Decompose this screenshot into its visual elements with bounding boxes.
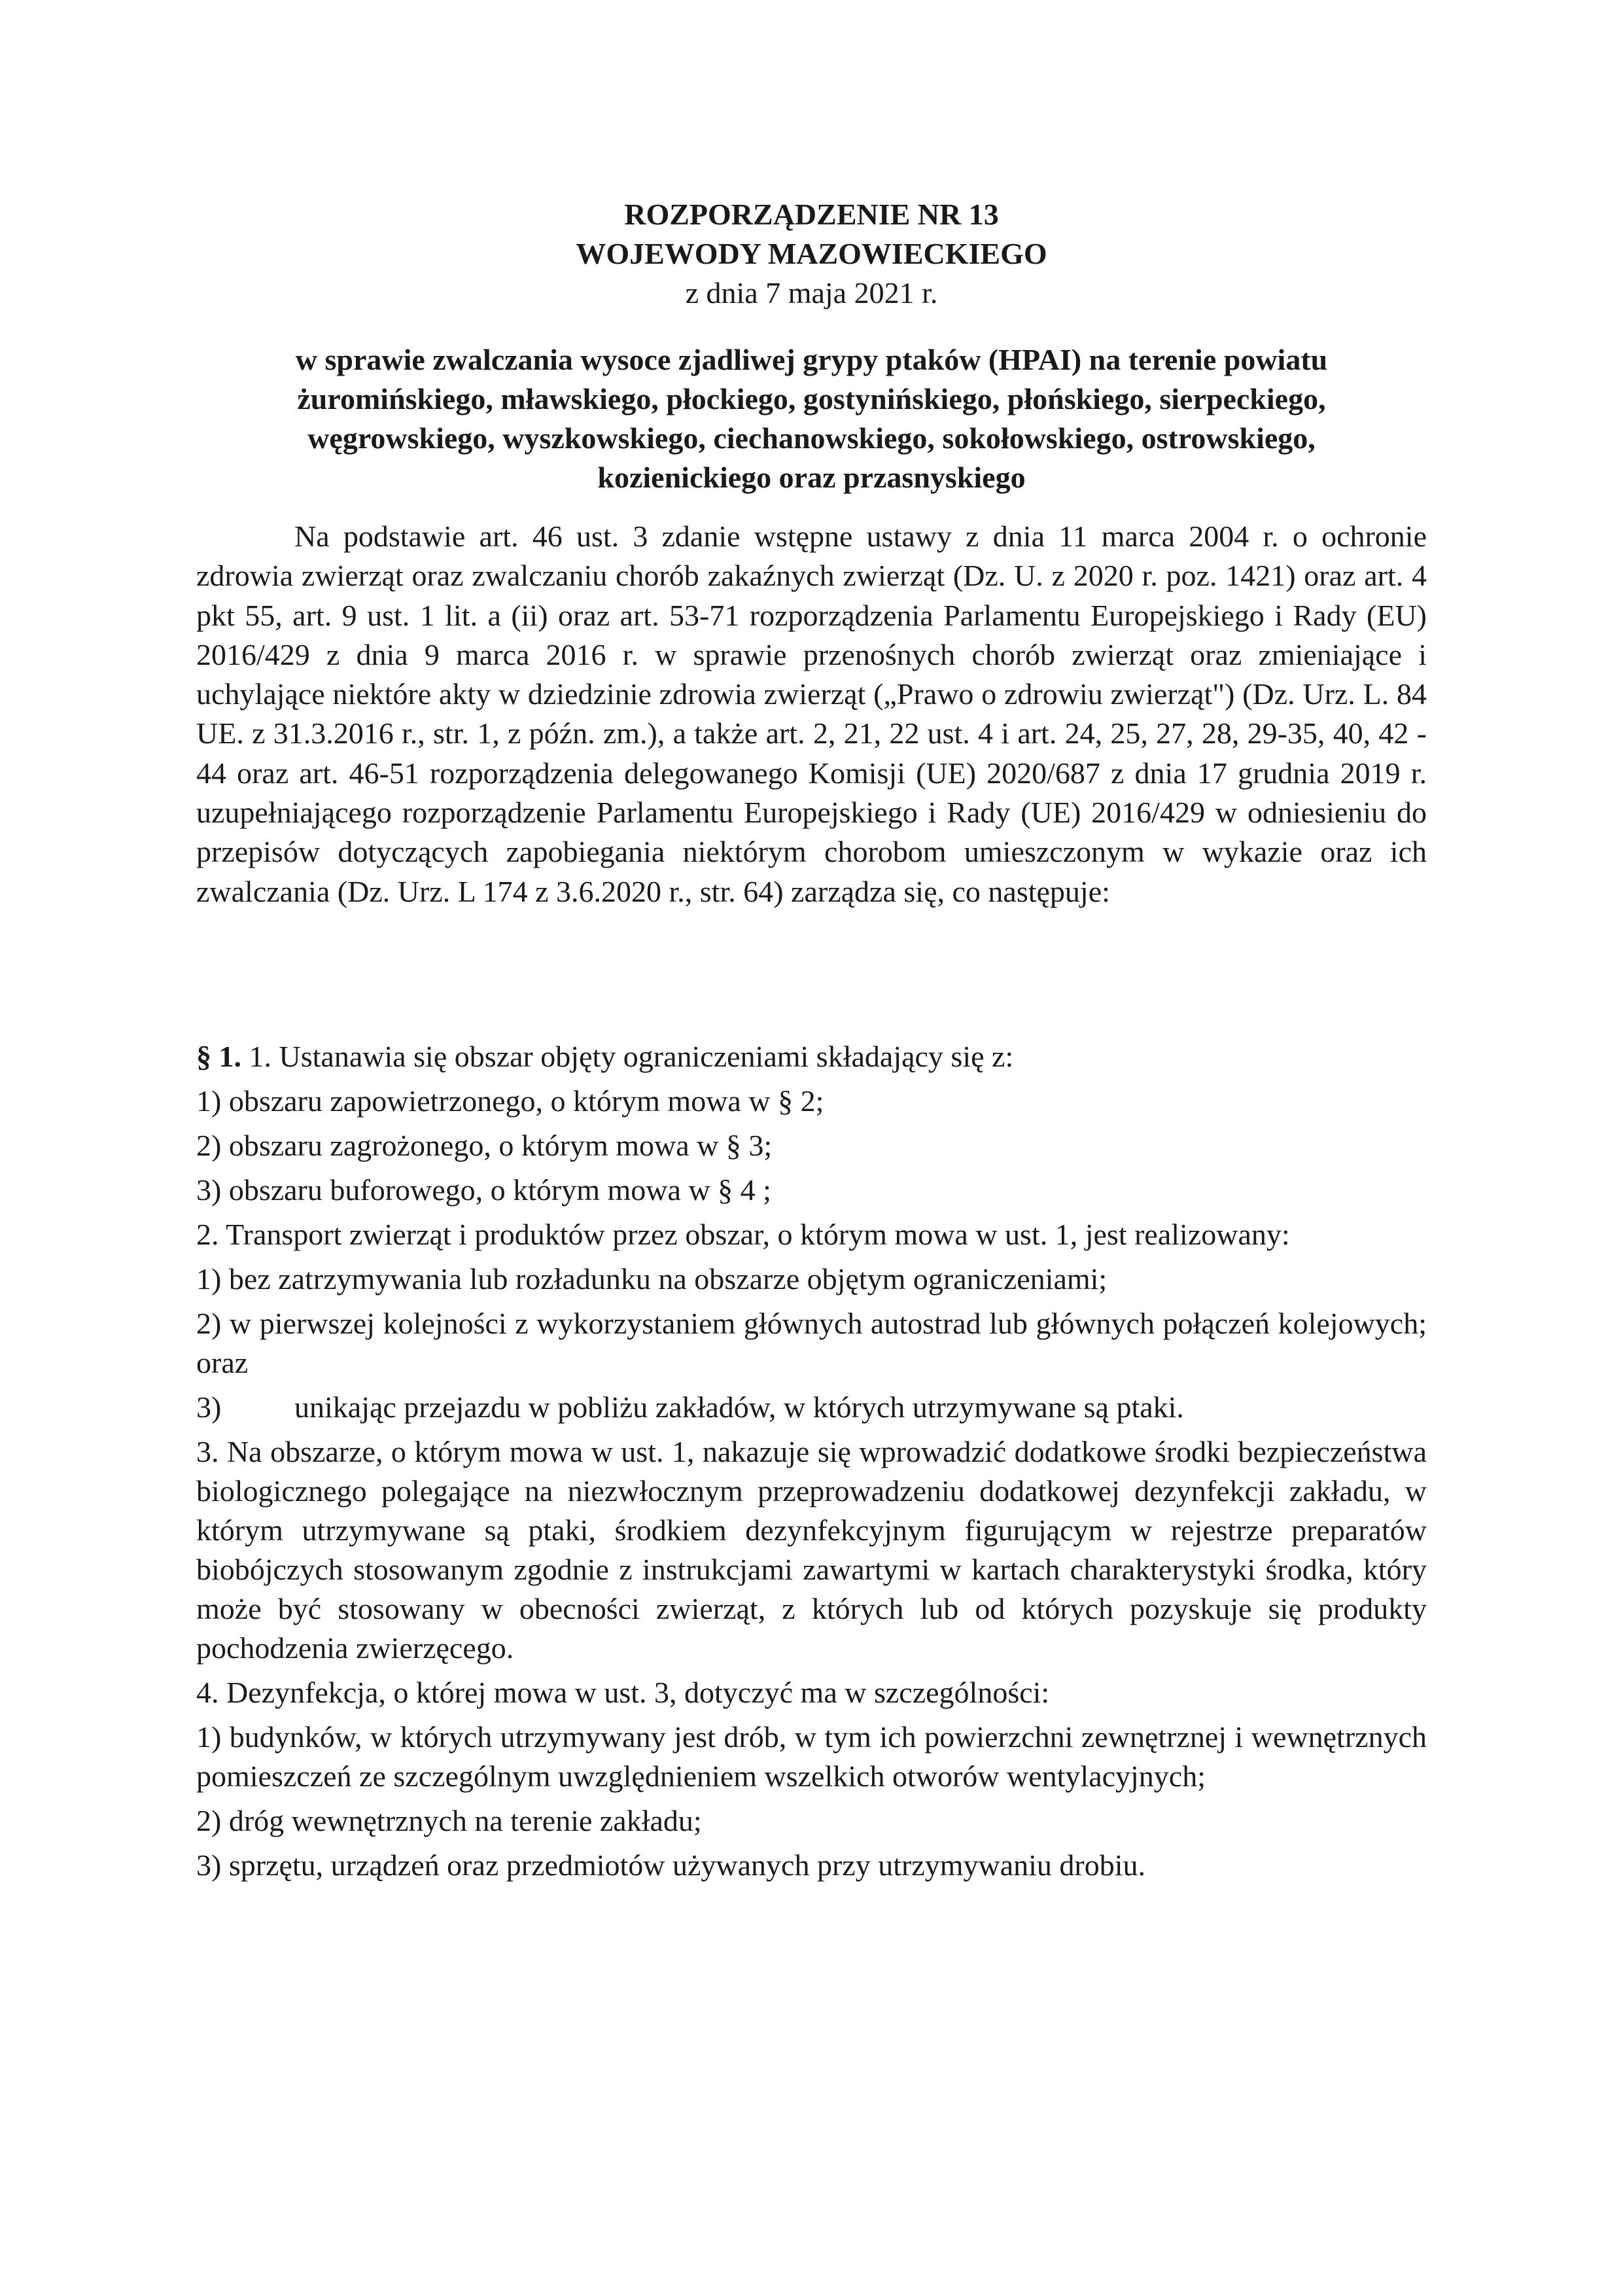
section-1-paragraph-2: 2. Transport zwierząt i produktów przez obszar, o którym mowa w ust. 1, jest realizowany: [196,1218,1290,1251]
list-item: 3) obszaru buforowego, o którym mowa w § 4 ; [196,1173,771,1207]
subject-line: kozienickiego oraz przasnyskiego [597,461,1026,494]
paragraph-text: 1. Ustanawia się obszar objęty ograniczeniami składający się z: [241,1040,1014,1073]
list-item: 3) sprzętu, urządzeń oraz przedmiotów używanych przy utrzymywaniu drobiu. [196,1848,1146,1882]
subject-line: w sprawie zwalczania wysoce zjadliwej grypy ptaków (HPAI) na terenie powiatu [295,343,1328,376]
document-subject [222,340,1401,497]
section-1-paragraph-1 [196,1037,1427,1076]
section-1-paragraph-4: 4. Dezynfekcja, o której mowa w ust. 3, dotyczyć ma w szczególności: [196,1676,1050,1709]
list-item: 1) bez zatrzymywania lub rozładunku na obszarze objętym ograniczeniami; [196,1262,1108,1296]
document-title: ROZPORZĄDZENIE NR 13 [624,198,999,231]
subject-line: węgrowskiego, wyszkowskiego, ciechanowskiego, sokołowskiego, ostrowskiego, [307,421,1316,455]
list-item: 1) budynków, w których utrzymywany jest drób, w tym ich powierzchni zewnętrznej i wewnętrznych pomieszczeń ze szczególnym uwzględnieniem wszelkich otworów wentylacyjnych; [196,1720,1427,1793]
preamble-paragraph: Na podstawie art. 46 ust. 3 zdanie wstępne ustawy z dnia 11 marca 2004 r. o ochronie zdrowia zwierząt oraz zwalczaniu chorób zakaźnych zwierząt (Dz. U. z 2020 r. poz. 1421) oraz art. 4 pkt 55, art. 9 ust. 1 lit. a (ii) oraz art. 53-71 rozporządzenia Parlamentu Europejskiego i Rady (EU) 2016/429 z dnia 9 marca 2016 r. w sprawie przenośnych chorób zwierząt oraz zmieniające i uchylające niektóre akty w dziedzinie zdrowia zwierząt („Prawo o zdrowiu zwierząt") (Dz. Urz. L. 84 UE. z 31.3.2016 r., str. 1, z późn. zm.), a także art. 2, 21, 22 ust. 4 i art. 24, 25, 27, 28, 29-35, 40, 42 - 44 oraz art. 46-51 rozporządzenia delegowanego Komisji (UE) 2020/687 z dnia 17 grudnia 2019 r. uzupełniającego rozporządzenie Parlamentu Europejskiego i Rady (UE) 2016/429 w odniesieniu do przepisów dotyczących zapobiegania niektórym chorobom umieszczonym w wykazie oraz ich zwalczania (Dz. Urz. L 174 z 3.6.2020 r., str. 64) zarządza się, co następuje: [196,520,1427,908]
list-item: 2) dróg wewnętrznych na terenie zakładu; [196,1804,702,1837]
preamble-block [196,517,1427,911]
section-1 [196,1037,1427,1890]
subject-line: żuromińskiego, mławskiego, płockiego, gostynińskiego, płońskiego, sierpeckiego, [297,382,1326,415]
document-issuer: WOJEWODY MAZOWIECKIEGO [576,237,1047,270]
document-header [196,195,1427,313]
section-1-paragraph-3: 3. Na obszarze, o którym mowa w ust. 1, nakazuje się wprowadzić dodatkowe środki bezpieczeństwa biologicznego polegające na niezwłocznym przeprowadzeniu dodatkowej dezynfekcji zakładu, w którym utrzymywane są ptaki, środkiem dezynfekcyjnym figurującym w rejestrze preparatów biobójczych stosowanym zgodnie z instrukcjami zawartymi w kartach charakterystyki środka, który może być stosowany w obecności zwierząt, z których lub od których pozyskuje się produkty pochodzenia zwierzęcego. [196,1435,1427,1665]
list-item-number: 3) [196,1390,222,1424]
document-date: z dnia 7 maja 2021 r. [685,276,938,309]
list-item: 2) w pierwszej kolejności z wykorzystaniem głównych autostrad lub głównych połączeń kolejowych; oraz [196,1307,1427,1379]
section-mark: § 1. [196,1040,241,1073]
list-item [196,1388,1427,1427]
list-item: 1) obszaru zapowietrzonego, o którym mowa w § 2; [196,1084,824,1118]
list-item-text: unikając przejazdu w pobliżu zakładów, w których utrzymywane są ptaki. [294,1390,1184,1424]
list-item: 2) obszaru zagrożonego, o którym mowa w § 3; [196,1129,773,1162]
